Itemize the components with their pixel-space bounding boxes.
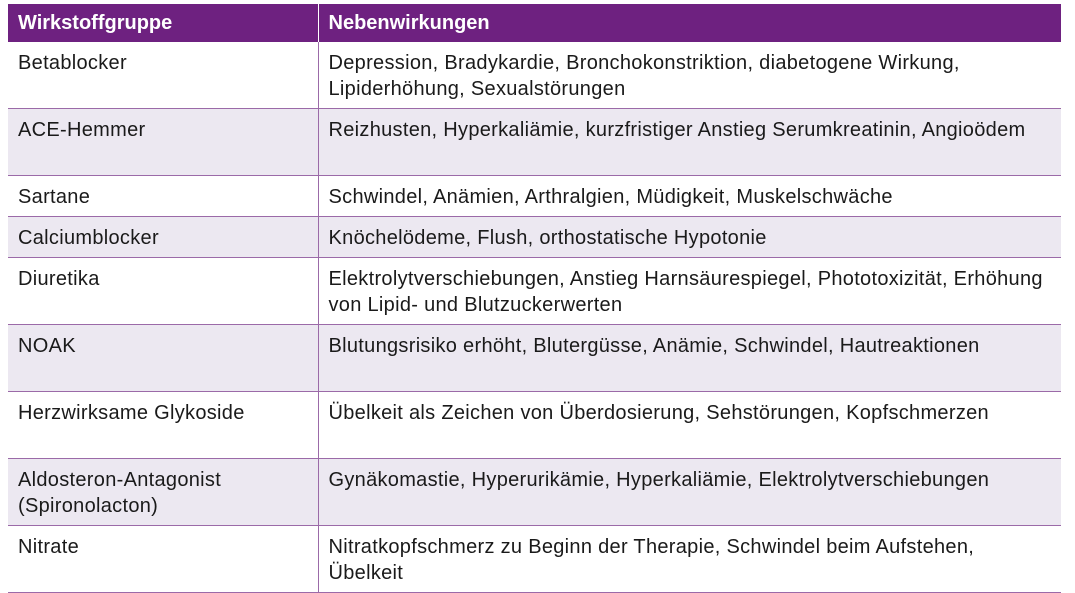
side-effects-table xyxy=(8,4,1061,593)
header-wirkstoffgruppe: Wirkstoffgruppe xyxy=(8,4,318,42)
table-row xyxy=(8,42,1061,109)
cell-effects: Knöchelödeme, Flush, orthostatische Hypotonie xyxy=(318,217,1061,258)
table-row xyxy=(8,109,1061,176)
table-row xyxy=(8,176,1061,217)
cell-effects: Nitratkopfschmerz zu Beginn der Therapie, Schwindel beim Aufstehen, Übelkeit xyxy=(318,526,1061,593)
cell-group: Nitrate xyxy=(8,526,318,593)
cell-effects: Übelkeit als Zeichen von Überdosierung, Sehstörungen, Kopfschmerzen xyxy=(318,392,1061,459)
cell-effects: Blutungsrisiko erhöht, Blutergüsse, Anämie, Schwindel, Hautreaktionen xyxy=(318,325,1061,392)
cell-group: NOAK xyxy=(8,325,318,392)
table-row xyxy=(8,217,1061,258)
cell-group: Calciumblocker xyxy=(8,217,318,258)
cell-group: Betablocker xyxy=(8,42,318,109)
table-header-row xyxy=(8,4,1061,42)
table-row xyxy=(8,526,1061,593)
cell-effects: Schwindel, Anämien, Arthralgien, Müdigkeit, Muskelschwäche xyxy=(318,176,1061,217)
cell-effects: Reizhusten, Hyperkaliämie, kurzfristiger Anstieg Serumkreatinin, Angioödem xyxy=(318,109,1061,176)
cell-group: Herzwirksame Glykoside xyxy=(8,392,318,459)
cell-effects: Depression, Bradykardie, Bronchokonstriktion, diabetogene Wirkung, Lipiderhöhung, Sexualstörungen xyxy=(318,42,1061,109)
table-row xyxy=(8,459,1061,526)
cell-effects: Elektrolytverschiebungen, Anstieg Harnsäurespiegel, Phototoxizität, Erhöhung von Lipid- und Blutzuckerwerten xyxy=(318,258,1061,325)
cell-group: Aldosteron-Antagonist (Spironolacton) xyxy=(8,459,318,526)
cell-group: ACE-Hemmer xyxy=(8,109,318,176)
header-nebenwirkungen: Nebenwirkungen xyxy=(318,4,1061,42)
cell-effects: Gynäkomastie, Hyperurikämie, Hyperkaliämie, Elektrolytverschiebungen xyxy=(318,459,1061,526)
cell-group: Sartane xyxy=(8,176,318,217)
table-row xyxy=(8,325,1061,392)
table-row xyxy=(8,392,1061,459)
table-row xyxy=(8,258,1061,325)
side-effects-table-container xyxy=(8,4,1061,593)
cell-group: Diuretika xyxy=(8,258,318,325)
